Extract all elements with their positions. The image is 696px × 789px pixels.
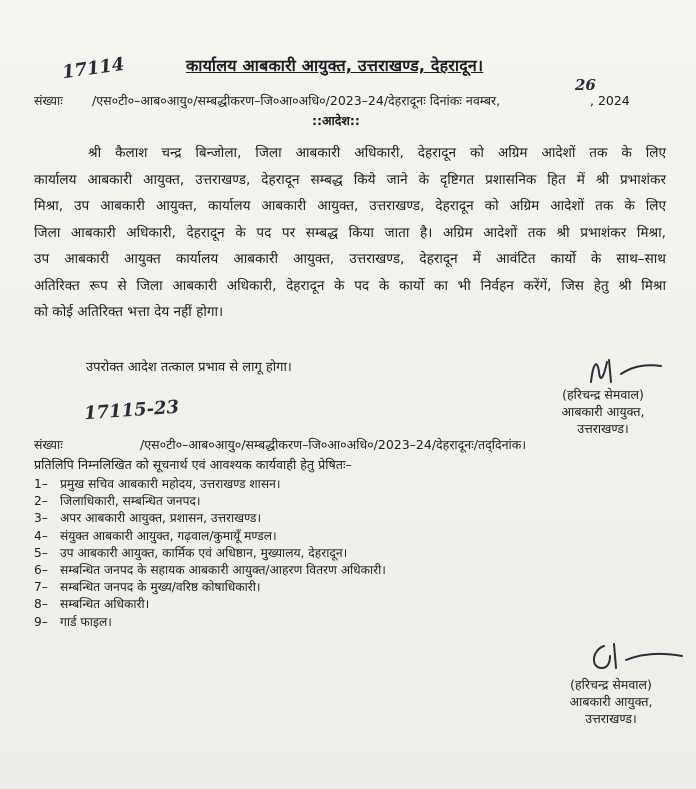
effect-line: उपरोक्त आदेश तत्काल प्रभाव से लागू होगा। bbox=[86, 360, 292, 375]
body-line: उप आबकारी आयुक्त कार्यालय आबकारी आयुक्त, उत्तराखण्ड, देहरादून में आवंटित कार्यो के साथ–साथ bbox=[34, 251, 666, 267]
signatory-1-designation: आबकारी आयुक्त, bbox=[561, 404, 645, 419]
handwritten-copy-number: 17115-23 bbox=[83, 396, 180, 425]
list-item: 3– अपर आबकारी आयुक्त, प्रशासन, उत्तराखण्ड। bbox=[34, 511, 262, 526]
body-line: श्री कैलाश चन्द्र बिन्जोला, जिला आबकारी अधिकारी, देहरादून को अग्रिम आदेशों तक के लिए bbox=[88, 145, 666, 161]
office-title: कार्यालय आबकारी आयुक्त, उत्तराखण्ड, देहरादून। bbox=[186, 56, 484, 75]
list-item: 8– सम्बन्धित अधिकारी। bbox=[34, 597, 150, 612]
order-body bbox=[34, 140, 666, 326]
signatory-1-state: उत्तराखण्ड। bbox=[577, 421, 629, 436]
copy-number-label: संख्याः bbox=[34, 437, 63, 452]
list-item: 9– गार्ड फाइल। bbox=[34, 614, 112, 629]
body-line: जिला आबकारी अधिकारी, देहरादून के पद पर सम्बद्ध किया जाता है। अग्रिम आदेशों तक श्री प्रभाशंकर मिश्रा, bbox=[34, 224, 666, 241]
body-line: अतिरिक्त रूप से जिला आबकारी अधिकारी, देहरादून के पद के कार्यो का भी निर्वहन करेंगें, जिस हेतु श्री मिश्रा bbox=[34, 277, 666, 294]
handwritten-dispatch-number: 17114 bbox=[60, 53, 126, 84]
signatory-1-block bbox=[548, 386, 658, 437]
body-line: को कोई अतिरिक्त भत्ता देय नहीं होगा। bbox=[34, 304, 224, 320]
signatory-2-name: (हरिचन्द्र सेमवाल) bbox=[570, 677, 652, 692]
signatory-2-block bbox=[556, 676, 666, 727]
signatory-2-designation: आबकारी आयुक्त, bbox=[569, 694, 653, 709]
copy-reference: /एस०टी०–आब०आयु०/सम्बद्धीकरण–जि०आ०अधि०/2023–24/देहरादूनः/तद्‌दिनांक। bbox=[140, 437, 527, 452]
list-item: 2– जिलाधिकारी, सम्बन्धित जनपद। bbox=[34, 494, 201, 509]
copy-intro: प्रतिलिपि निम्नलिखित को सूचनार्थ एवं आवश्यक कार्यवाही हेतु प्रेषितः– bbox=[34, 457, 352, 472]
handwritten-day: 26 bbox=[575, 76, 596, 94]
order-number-label: संख्याः bbox=[34, 93, 63, 108]
order-heading: ::आदेश:: bbox=[312, 113, 360, 128]
list-item: 5– उप आबकारी आयुक्त, कार्मिक एवं अधिष्ठान, मुख्यालय, देहरादून। bbox=[34, 545, 348, 560]
list-item: 7– सम्बन्धित जनपद के मुख्य/वरिष्ठ कोषाधिकारी। bbox=[34, 580, 261, 595]
body-line: मिश्रा, उप आबकारी आयुक्त, कार्यालय आबकारी आयुक्त, उत्तराखण्ड, देहरादून को अग्रिम आदेशों तक के लिए bbox=[34, 198, 666, 214]
list-item: 4– संयुक्त आबकारी आयुक्त, गढ़वाल/कुमायूँ मण्डल। bbox=[34, 528, 277, 543]
order-reference: /एस०टी०–आब०आयु०/सम्बद्धीकरण–जि०आ०अधि०/2023–24/देहरादूनः दिनांकः नवम्बर, bbox=[92, 93, 501, 108]
body-line: कार्यालय आबकारी आयुक्त, उत्तराखण्ड, देहरादून सम्बद्ध किये जाने के दृष्टिगत प्रशासनिक हित में श्री प्रभाशंकर bbox=[34, 171, 666, 188]
recipient-list bbox=[34, 476, 386, 631]
list-item: 6– सम्बन्धित जनपद के सहायक आबकारी आयुक्त/आहरण वितरण अधिकारी। bbox=[34, 563, 386, 578]
order-year: , 2024 bbox=[590, 93, 630, 108]
signatory-2-state: उत्तराखण्ड। bbox=[585, 711, 637, 726]
list-item: 1– प्रमुख सचिव आबकारी महोदय, उत्तराखण्ड शासन। bbox=[34, 477, 281, 491]
signature-2 bbox=[586, 638, 686, 678]
signatory-1-name: (हरिचन्द्र सेमवाल) bbox=[562, 387, 644, 402]
